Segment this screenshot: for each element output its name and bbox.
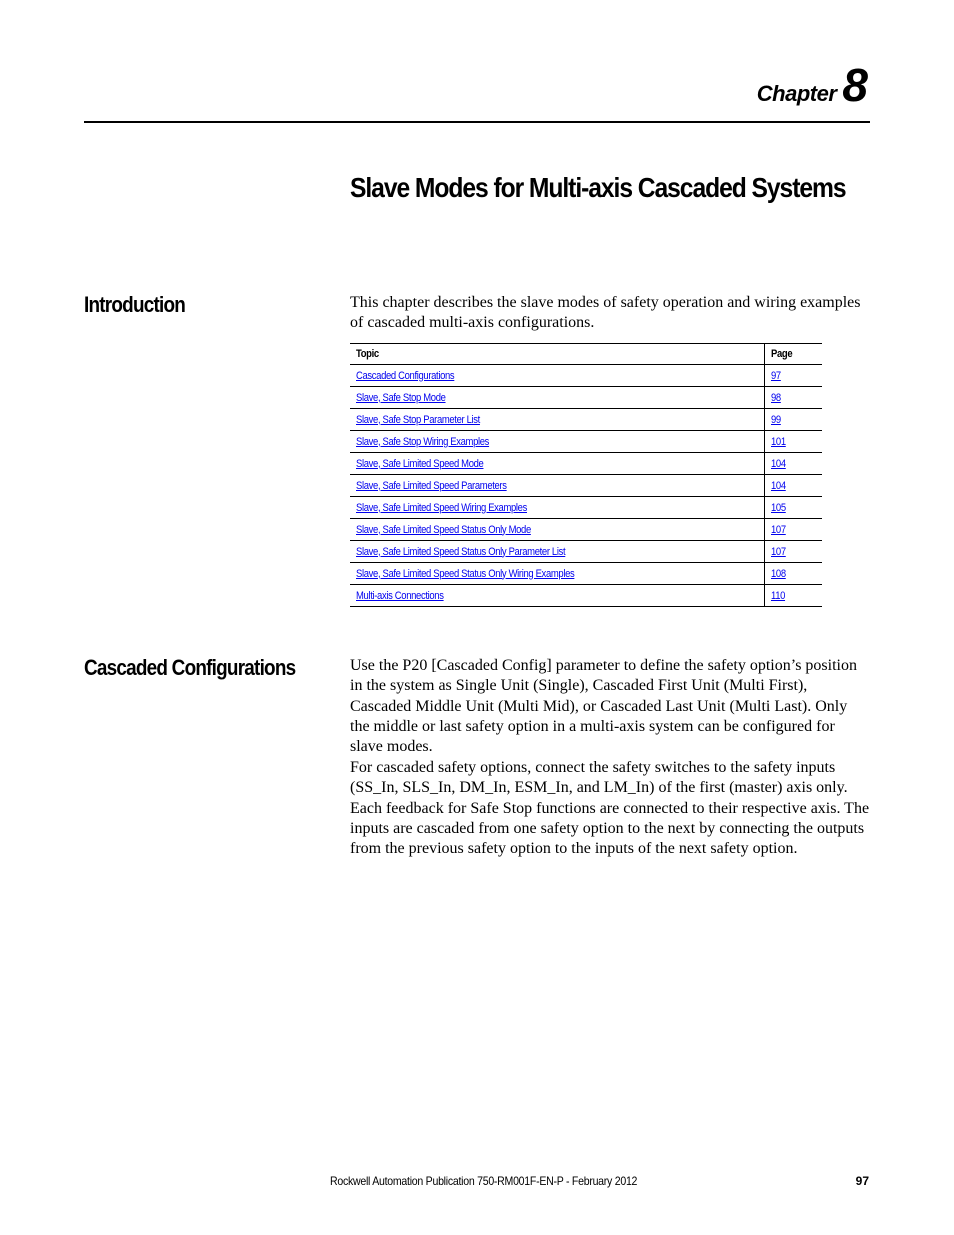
section-heading-introduction: Introduction	[84, 292, 186, 317]
topic-link[interactable]: Slave, Safe Limited Speed Mode	[356, 457, 484, 470]
introduction-text: This chapter describes the slave modes of safety operation and wiring examples of cascaded multi-axis configurations.	[350, 294, 861, 332]
table-row	[350, 585, 822, 607]
footer-page-number: 97	[855, 1174, 869, 1188]
topic-cell	[350, 541, 765, 563]
table-row	[350, 409, 822, 431]
table-row	[350, 453, 822, 475]
topic-link[interactable]: Slave, Safe Stop Mode	[356, 391, 446, 404]
topic-link[interactable]: Slave, Safe Limited Speed Status Only Parameter List	[356, 545, 566, 558]
topic-link[interactable]: Slave, Safe Stop Parameter List	[356, 413, 480, 426]
page-cell	[765, 585, 823, 607]
page-cell	[765, 409, 823, 431]
page-cell	[765, 453, 823, 475]
page-cell	[765, 387, 823, 409]
page-link[interactable]: 99	[771, 413, 781, 426]
topic-link[interactable]: Slave, Safe Limited Speed Parameters	[356, 479, 507, 492]
chapter-divider	[84, 121, 870, 123]
page-link[interactable]: 110	[771, 589, 786, 602]
topic-cell	[350, 387, 765, 409]
table-row	[350, 497, 822, 519]
chapter-number: 8	[842, 59, 868, 111]
table-row	[350, 387, 822, 409]
page-cell	[765, 497, 823, 519]
section-heading-cascaded-configurations: Cascaded Configurations	[84, 655, 296, 680]
topic-link[interactable]: Slave, Safe Limited Speed Wiring Examples	[356, 501, 527, 514]
table-row	[350, 431, 822, 453]
cascaded-paragraph-2: For cascaded safety options, connect the safety switches to the safety inputs (SS_In, SLS_In, DM_In, ESM_In, and LM_In) of the first (master) axis only. Each feedback for Safe Stop functions are connected to their respective axis. The inputs are cascaded from one safety option to the next by connecting the outputs from the previous safety option to the inputs of the next safety option.	[350, 759, 870, 858]
topic-cell	[350, 563, 765, 585]
page-link[interactable]: 98	[771, 391, 781, 404]
page-cell	[765, 431, 823, 453]
chapter-label	[756, 59, 868, 111]
topic-cell	[350, 497, 765, 519]
table-row	[350, 541, 822, 563]
topic-link[interactable]: Slave, Safe Limited Speed Status Only Wiring Examples	[356, 567, 575, 580]
chapter-title: Slave Modes for Multi-axis Cascaded Systems	[350, 172, 846, 203]
column-header-page: Page	[765, 344, 823, 365]
cascaded-paragraph-1: Use the P20 [Cascaded Config] parameter to define the safety option’s position in the system as Single Unit (Single), Cascaded First Unit (Multi First), Cascaded Middle Unit (Multi Mid), or Cascaded Last Unit (Multi Last). Only the middle or last safety option in a multi-axis system can be configured for slave modes.	[350, 657, 857, 756]
page-link[interactable]: 108	[771, 567, 786, 580]
page-link[interactable]: 97	[771, 369, 781, 382]
table-row	[350, 519, 822, 541]
footer-publication: Rockwell Automation Publication 750-RM001F-EN-P - February 2012	[330, 1174, 638, 1188]
table-row	[350, 365, 822, 387]
topic-cell	[350, 409, 765, 431]
topic-rows	[350, 365, 822, 607]
page-link[interactable]: 107	[771, 523, 786, 536]
topic-cell	[350, 365, 765, 387]
page-cell	[765, 541, 823, 563]
topic-table	[350, 343, 822, 607]
topic-cell	[350, 431, 765, 453]
topic-cell	[350, 453, 765, 475]
page-link[interactable]: 105	[771, 501, 786, 514]
table-header-row	[350, 344, 822, 365]
page-link[interactable]: 104	[771, 479, 786, 492]
topic-cell	[350, 475, 765, 497]
topic-cell	[350, 585, 765, 607]
topic-link[interactable]: Slave, Safe Stop Wiring Examples	[356, 435, 490, 448]
topic-cell	[350, 519, 765, 541]
topic-link[interactable]: Slave, Safe Limited Speed Status Only Mode	[356, 523, 531, 536]
topic-link[interactable]: Cascaded Configurations	[356, 369, 455, 382]
column-header-topic: Topic	[350, 344, 765, 365]
page-cell	[765, 563, 823, 585]
page-cell	[765, 475, 823, 497]
table-row	[350, 475, 822, 497]
chapter-word: Chapter	[756, 81, 837, 106]
page-link[interactable]: 107	[771, 545, 786, 558]
topic-link[interactable]: Multi-axis Connections	[356, 589, 444, 602]
page-link[interactable]: 101	[771, 435, 786, 448]
page-cell	[765, 365, 823, 387]
page-link[interactable]: 104	[771, 457, 786, 470]
page-cell	[765, 519, 823, 541]
table-row	[350, 563, 822, 585]
